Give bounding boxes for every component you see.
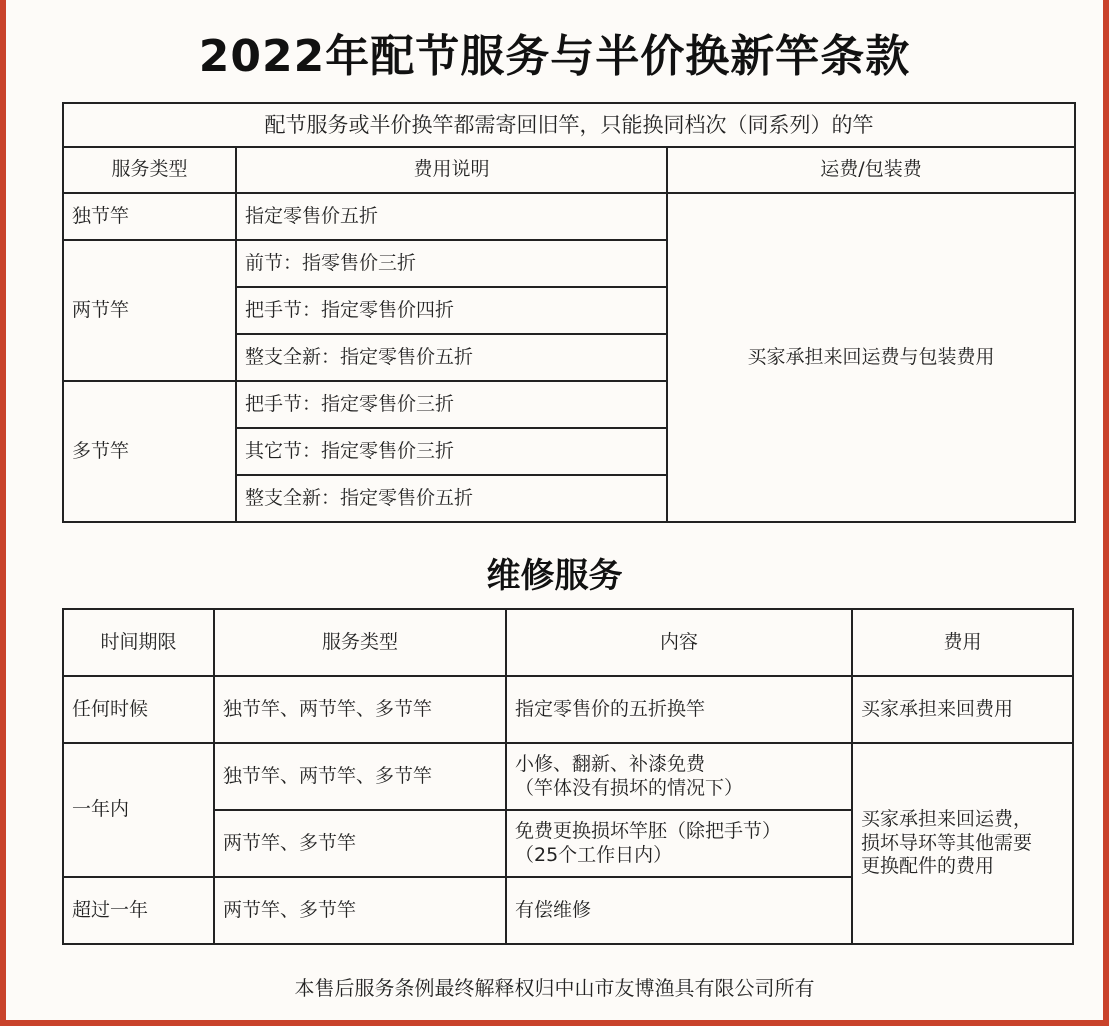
shared-fee-cell: [852, 743, 1073, 944]
policy-table: [62, 102, 1076, 523]
header-service-type: 服务类型: [214, 609, 506, 676]
fee-cell: 整支全新：指定零售价五折: [236, 475, 667, 522]
fee-cell: 前节：指零售价三折: [236, 240, 667, 287]
fee-line: 损坏导环等其他需要: [861, 831, 1033, 854]
content-cell: [506, 810, 852, 877]
header-shipping: 运费/包装费: [667, 147, 1075, 193]
fee-cell: 整支全新：指定零售价五折: [236, 334, 667, 381]
fee-cell: 买家承担来回费用: [852, 676, 1073, 743]
content-line: （25个工作日内）: [515, 843, 673, 866]
header-fee-description: 费用说明: [236, 147, 667, 193]
content-line: （竿体没有损坏的情况下）: [515, 776, 744, 799]
header-fee: 费用: [852, 609, 1073, 676]
repair-section-title: 维修服务: [486, 556, 623, 596]
type-multi-section: 多节竿: [63, 381, 236, 522]
fee-cell: 指定零售价五折: [236, 193, 667, 240]
content-cell: 指定零售价的五折换竿: [506, 676, 852, 743]
fee-cell: 把手节：指定零售价三折: [236, 381, 667, 428]
footer-disclaimer: 本售后服务条例最终解释权归中山市友博渔具有限公司所有: [294, 976, 815, 1000]
content-line: 免费更换损坏竿胚（除把手节）: [515, 819, 782, 842]
period-within-one-year: 一年内: [63, 743, 214, 877]
service-cell: 独节竿、两节竿、多节竿: [214, 743, 506, 810]
type-single-section: 独节竿: [63, 193, 236, 240]
period-over-one-year: 超过一年: [63, 877, 214, 944]
fee-cell: 其它节：指定零售价三折: [236, 428, 667, 475]
header-period: 时间期限: [63, 609, 214, 676]
period-anytime: 任何时候: [63, 676, 214, 743]
service-cell: 两节竿、多节竿: [214, 810, 506, 877]
fee-line: 更换配件的费用: [861, 855, 995, 878]
fee-line: 买家承担来回运费，: [861, 807, 1033, 830]
header-service-type: 服务类型: [63, 147, 236, 193]
content-line: 小修、翻新、补漆免费: [515, 752, 706, 775]
shipping-cell: 买家承担来回运费与包装费用: [667, 193, 1075, 522]
service-cell: 独节竿、两节竿、多节竿: [214, 676, 506, 743]
repair-table: [62, 608, 1074, 945]
content-cell: [506, 743, 852, 810]
fee-cell: 把手节：指定零售价四折: [236, 287, 667, 334]
page-title: 2022年配节服务与半价换新竿条款: [198, 31, 911, 82]
policy-note: 配节服务或半价换竿都需寄回旧竿，只能换同档次（同系列）的竿: [63, 103, 1075, 147]
type-two-section: 两节竿: [63, 240, 236, 381]
service-cell: 两节竿、多节竿: [214, 877, 506, 944]
content-cell: 有偿维修: [506, 877, 852, 944]
header-content: 内容: [506, 609, 852, 676]
